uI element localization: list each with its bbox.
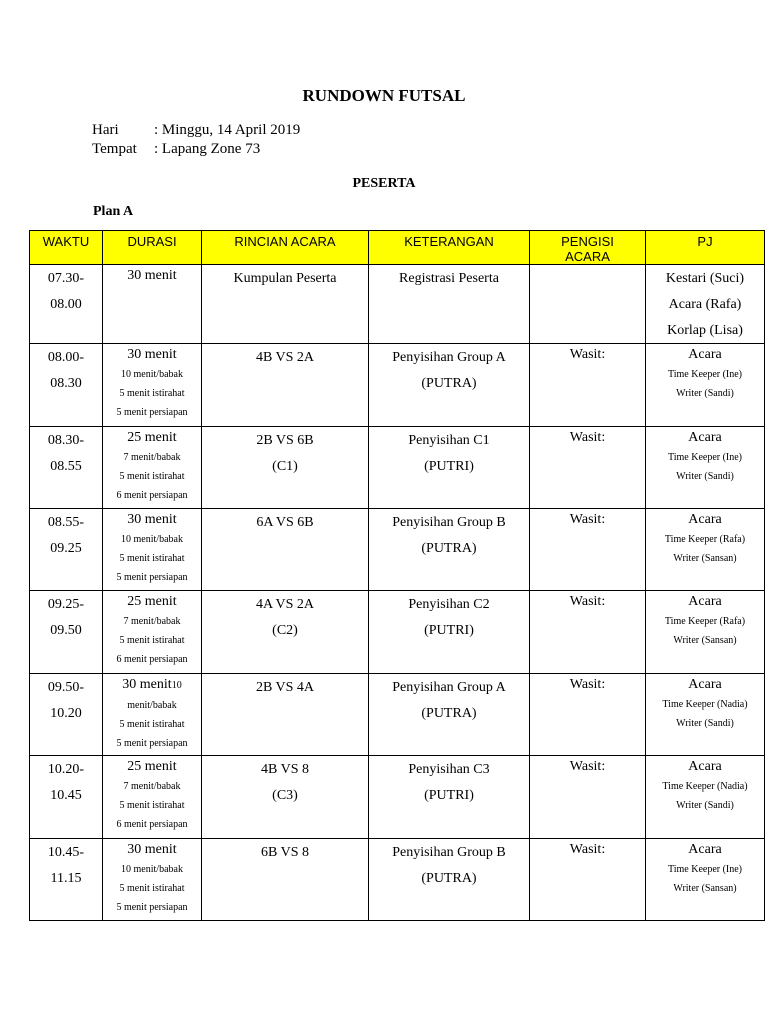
table-row — [30, 839, 765, 921]
cell-waktu — [30, 674, 103, 756]
keterangan-text: Penyisihan C3 — [408, 762, 490, 777]
cell-keterangan — [369, 427, 530, 509]
keterangan-text: Penyisihan Group A — [392, 350, 506, 365]
cell-pj — [646, 756, 765, 839]
durasi-detail: 5 menit istirahat — [119, 388, 185, 399]
pj-detail: Time Keeper (Nadia) — [662, 699, 748, 710]
durasi-main-suffix: 10 — [171, 680, 182, 691]
durasi-detail: 5 menit persiapan — [116, 902, 188, 913]
durasi-main-line — [103, 427, 201, 448]
table-row — [30, 509, 765, 591]
pengisi-text: Wasit: — [569, 347, 606, 362]
cell-waktu — [30, 344, 103, 427]
pj-detail: Time Keeper (Rafa) — [664, 534, 746, 545]
durasi-detail: 5 menit istirahat — [119, 471, 185, 482]
pj-detail: Time Keeper (Ine) — [667, 864, 743, 875]
rincian-text: (C2) — [272, 623, 298, 638]
cell-keterangan — [369, 265, 530, 344]
pj-main: Korlap (Lisa) — [667, 323, 743, 338]
durasi-main: 30 menit — [127, 512, 177, 527]
durasi-detail: 10 menit/babak — [121, 864, 183, 875]
waktu-text: 10.20- — [47, 762, 85, 777]
pj-detail: Writer (Sandi) — [676, 800, 734, 811]
cell-waktu — [30, 265, 103, 344]
pj-main: Kestari (Suci) — [665, 271, 745, 286]
durasi-detail: 6 menit persiapan — [116, 490, 188, 501]
keterangan-text: (PUTRI) — [424, 788, 474, 803]
keterangan-text: Penyisihan C1 — [408, 433, 490, 448]
rincian-text: 2B VS 6B — [256, 433, 314, 448]
cell-waktu — [30, 509, 103, 591]
keterangan-text: Penyisihan C2 — [408, 597, 490, 612]
cell-pj — [646, 591, 765, 674]
hari-label: Hari — [92, 122, 119, 138]
cell-pengisi-acara — [530, 591, 646, 674]
durasi-detail: 7 menit/babak — [123, 781, 181, 792]
durasi-main: 30 menit — [127, 842, 177, 857]
rincian-text: 6B VS 8 — [261, 845, 309, 860]
cell-rincian-acara — [202, 509, 369, 591]
cell-rincian-acara — [202, 756, 369, 839]
durasi-main: 30 menit — [122, 677, 172, 692]
rincian-text: 4B VS 8 — [261, 762, 309, 777]
rincian-text: 4A VS 2A — [255, 597, 315, 612]
cell-pengisi-acara — [530, 344, 646, 427]
cell-rincian-acara — [202, 427, 369, 509]
table-row — [30, 427, 765, 509]
cell-keterangan — [369, 344, 530, 427]
pengisi-text: Wasit: — [569, 759, 606, 774]
rincian-text: 2B VS 4A — [255, 680, 315, 695]
keterangan-text: (PUTRI) — [424, 623, 474, 638]
waktu-text: 08.30 — [50, 376, 82, 391]
cell-rincian-acara — [202, 265, 369, 344]
cell-pj — [646, 265, 765, 344]
waktu-text: 11.15 — [50, 871, 82, 886]
durasi-detail: 5 menit istirahat — [119, 635, 185, 646]
durasi-detail: 5 menit istirahat — [119, 883, 185, 894]
waktu-text: 07.30- — [47, 271, 85, 286]
table-row — [30, 265, 765, 344]
pj-main: Acara (Rafa) — [668, 297, 742, 312]
durasi-main: 30 menit — [127, 347, 177, 362]
cell-keterangan — [369, 674, 530, 756]
waktu-text: 09.50- — [47, 680, 85, 695]
pengisi-text: Wasit: — [569, 677, 606, 692]
rincian-text: 4B VS 2A — [255, 350, 315, 365]
pj-detail: Time Keeper (Ine) — [667, 452, 743, 463]
keterangan-text: (PUTRA) — [421, 541, 477, 556]
pj-main: Acara — [688, 430, 722, 445]
pj-detail: Writer (Sandi) — [676, 388, 734, 399]
durasi-detail: 5 menit persiapan — [116, 738, 188, 749]
waktu-text: 10.45 — [50, 788, 82, 803]
cell-waktu — [30, 756, 103, 839]
cell-rincian-acara — [202, 344, 369, 427]
cell-pengisi-acara — [530, 756, 646, 839]
cell-pengisi-acara — [530, 427, 646, 509]
waktu-text: 10.20 — [50, 706, 82, 721]
durasi-main: 25 menit — [127, 594, 177, 609]
cell-durasi — [103, 839, 202, 921]
durasi-main-line — [103, 591, 201, 612]
cell-durasi — [103, 591, 202, 674]
cell-pengisi-acara — [530, 265, 646, 344]
cell-keterangan — [369, 756, 530, 839]
rundown-table — [29, 230, 765, 921]
cell-pj — [646, 839, 765, 921]
rincian-text: 6A VS 6B — [256, 515, 314, 530]
durasi-detail: 10 menit/babak — [121, 534, 183, 545]
durasi-detail: 5 menit persiapan — [116, 407, 188, 418]
plan-label: Plan A — [93, 204, 134, 219]
waktu-text: 09.50 — [50, 623, 82, 638]
pj-main: Acara — [688, 594, 722, 609]
waktu-text: 08.00 — [50, 297, 82, 312]
document-title: RUNDOWN FUTSAL — [302, 86, 466, 105]
cell-keterangan — [369, 591, 530, 674]
durasi-detail: menit/babak — [127, 700, 177, 711]
cell-durasi — [103, 674, 202, 756]
durasi-main: 25 menit — [127, 759, 177, 774]
cell-keterangan — [369, 509, 530, 591]
pj-main: Acara — [688, 347, 722, 362]
durasi-main: 25 menit — [127, 430, 177, 445]
keterangan-text: Penyisihan Group B — [392, 515, 506, 530]
pj-main: Acara — [688, 677, 722, 692]
pengisi-text: Wasit: — [569, 842, 606, 857]
cell-pj — [646, 344, 765, 427]
tempat-value: : Lapang Zone 73 — [154, 141, 261, 157]
cell-waktu — [30, 839, 103, 921]
pengisi-text: Wasit: — [569, 512, 606, 527]
pj-detail: Writer (Sandi) — [676, 718, 734, 729]
keterangan-text: (PUTRA) — [421, 871, 477, 886]
keterangan-text: Penyisihan Group A — [392, 680, 506, 695]
header-pengisi-acara — [530, 231, 646, 265]
waktu-text: 08.30- — [47, 433, 85, 448]
durasi-detail: 5 menit persiapan — [116, 572, 188, 583]
durasi-main-line — [103, 756, 201, 777]
header-pengisi-acara-text: PENGISI ACARA — [561, 234, 614, 264]
pengisi-text: Wasit: — [569, 430, 606, 445]
table-row — [30, 344, 765, 427]
durasi-detail: 7 menit/babak — [123, 616, 181, 627]
cell-rincian-acara — [202, 839, 369, 921]
pj-detail: Writer (Sansan) — [673, 553, 737, 564]
durasi-detail: 7 menit/babak — [123, 452, 181, 463]
cell-durasi — [103, 509, 202, 591]
table-body — [30, 265, 765, 921]
pj-detail: Time Keeper (Ine) — [667, 369, 743, 380]
cell-rincian-acara — [202, 591, 369, 674]
cell-durasi — [103, 756, 202, 839]
durasi-detail: 5 menit istirahat — [119, 553, 185, 564]
durasi-detail: 6 menit persiapan — [116, 654, 188, 665]
pj-detail: Time Keeper (Rafa) — [664, 616, 746, 627]
durasi-detail: 6 menit persiapan — [116, 819, 188, 830]
durasi-detail: 5 menit istirahat — [119, 719, 185, 730]
durasi-main-line — [103, 674, 201, 696]
info-tempat — [92, 140, 260, 159]
cell-pj — [646, 674, 765, 756]
waktu-text: 08.00- — [47, 350, 85, 365]
cell-durasi — [103, 427, 202, 509]
durasi-main-line — [103, 344, 201, 365]
cell-pengisi-acara — [530, 674, 646, 756]
cell-durasi — [103, 344, 202, 427]
waktu-text: 08.55 — [50, 459, 82, 474]
rincian-text: (C3) — [272, 788, 298, 803]
waktu-text: 08.55- — [47, 515, 85, 530]
table-row — [30, 756, 765, 839]
pj-detail: Writer (Sansan) — [673, 883, 737, 894]
durasi-main: 30 menit — [127, 268, 177, 283]
cell-durasi — [103, 265, 202, 344]
durasi-detail: 5 menit istirahat — [119, 800, 185, 811]
rincian-text: (C1) — [272, 459, 298, 474]
cell-waktu — [30, 427, 103, 509]
header-durasi: DURASI — [103, 231, 202, 265]
cell-pengisi-acara — [530, 839, 646, 921]
keterangan-text: Registrasi Peserta — [399, 271, 499, 286]
keterangan-text: (PUTRI) — [424, 459, 474, 474]
section-heading: PESERTA — [352, 176, 416, 191]
tempat-label: Tempat — [92, 141, 137, 157]
waktu-text: 09.25- — [47, 597, 85, 612]
header-waktu: WAKTU — [30, 231, 103, 265]
pj-main: Acara — [688, 512, 722, 527]
waktu-text: 10.45- — [47, 845, 85, 860]
durasi-main-line — [103, 839, 201, 860]
cell-keterangan — [369, 839, 530, 921]
rincian-text: Kumpulan Peserta — [233, 271, 337, 286]
header-rincian-acara: RINCIAN ACARA — [202, 231, 369, 265]
header-pj: PJ — [646, 231, 765, 265]
durasi-main-line — [103, 509, 201, 530]
table-row — [30, 591, 765, 674]
table-row — [30, 674, 765, 756]
header-keterangan: KETERANGAN — [369, 231, 530, 265]
cell-pj — [646, 427, 765, 509]
hari-value: : Minggu, 14 April 2019 — [154, 122, 301, 138]
pj-detail: Time Keeper (Nadia) — [662, 781, 748, 792]
table-header-row — [30, 231, 765, 265]
pj-detail: Writer (Sansan) — [673, 635, 737, 646]
cell-waktu — [30, 591, 103, 674]
keterangan-text: (PUTRA) — [421, 706, 477, 721]
pengisi-text: Wasit: — [569, 594, 606, 609]
pj-detail: Writer (Sandi) — [676, 471, 734, 482]
info-hari — [92, 121, 300, 140]
cell-pengisi-acara — [530, 509, 646, 591]
durasi-detail: 10 menit/babak — [121, 369, 183, 380]
durasi-main-line — [103, 265, 201, 286]
cell-rincian-acara — [202, 674, 369, 756]
keterangan-text: Penyisihan Group B — [392, 845, 506, 860]
pengisi-text — [530, 265, 645, 266]
keterangan-text: (PUTRA) — [421, 376, 477, 391]
pj-main: Acara — [688, 759, 722, 774]
cell-pj — [646, 509, 765, 591]
waktu-text: 09.25 — [50, 541, 82, 556]
pj-main: Acara — [688, 842, 722, 857]
